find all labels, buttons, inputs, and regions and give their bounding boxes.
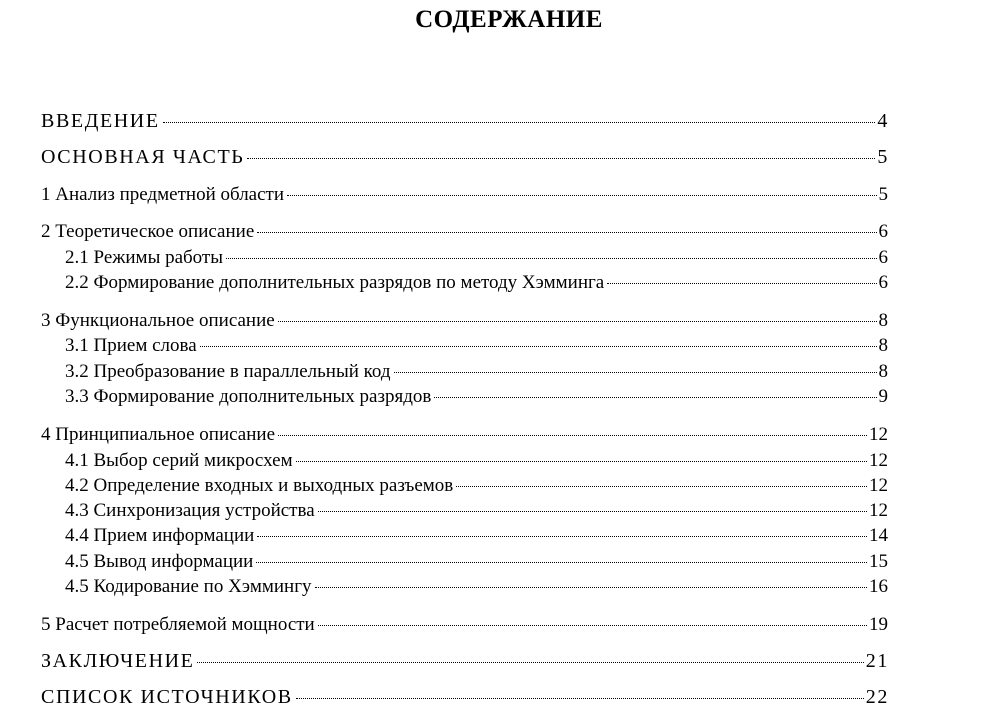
toc-entry-label: 4.5 Вывод информации xyxy=(65,551,254,572)
dot-leader xyxy=(278,321,877,322)
dot-leader xyxy=(394,372,877,373)
toc-entry-label: 4.3 Синхронизация устройства xyxy=(65,500,315,521)
toc-entry-section-4-5-coding[interactable] xyxy=(65,576,888,598)
toc-entry-label: 4 Принципиальное описание xyxy=(41,424,276,445)
toc-entry-introduction[interactable] xyxy=(41,110,889,133)
toc-entry-section-5[interactable] xyxy=(41,614,888,636)
toc-entry-label: 4.1 Выбор серий микросхем xyxy=(65,450,293,471)
toc-entry-section-3-2[interactable] xyxy=(65,361,888,383)
toc-entry-main-part[interactable] xyxy=(41,146,889,169)
toc-entry-section-3[interactable] xyxy=(41,310,888,332)
toc-page-number: 19 xyxy=(869,614,888,635)
toc-page-number: 12 xyxy=(869,450,888,471)
dot-leader xyxy=(256,562,867,563)
toc-page-number: 6 xyxy=(878,221,888,242)
toc-page-number: 12 xyxy=(869,500,888,521)
dot-leader xyxy=(318,511,867,512)
toc-entry-label: ЗАКЛЮЧЕНИЕ xyxy=(41,650,195,672)
toc-page-number: 8 xyxy=(878,361,888,382)
toc-page-number: 12 xyxy=(869,424,888,445)
toc-entry-section-2[interactable] xyxy=(41,221,888,243)
toc-entry-label: 2.1 Режимы работы xyxy=(65,247,224,268)
toc-page-number: 5 xyxy=(878,184,888,205)
toc-entry-section-4-1[interactable] xyxy=(65,450,888,472)
toc-entry-label: 4.4 Прием информации xyxy=(65,525,255,546)
toc-entry-label: ВВЕДЕНИЕ xyxy=(41,110,160,132)
toc-entry-label: 4.5 Кодирование по Хэммингу xyxy=(65,576,312,597)
dot-leader xyxy=(456,486,867,487)
toc-entry-label: 2.2 Формирование дополнительных разрядов по методу Хэмминга xyxy=(65,272,605,293)
toc-entry-section-4-5-output[interactable] xyxy=(65,551,888,573)
dot-leader xyxy=(257,232,876,233)
dot-leader xyxy=(296,698,864,699)
toc-entry-label: 3.2 Преобразование в параллельный код xyxy=(65,361,391,382)
dot-leader xyxy=(197,662,863,663)
dot-leader xyxy=(434,397,876,398)
toc-page-number: 15 xyxy=(869,551,888,572)
dot-leader xyxy=(163,122,876,123)
toc-page-number: 4 xyxy=(877,110,889,132)
toc-entry-label: 5 Расчет потребляемой мощности xyxy=(41,614,315,635)
toc-page-number: 6 xyxy=(878,272,888,293)
toc-entry-references[interactable] xyxy=(41,686,889,709)
dot-leader xyxy=(247,158,875,159)
toc-entry-section-4-2[interactable] xyxy=(65,475,888,497)
toc-entry-section-3-3[interactable] xyxy=(65,386,888,408)
toc-page-number: 21 xyxy=(865,650,889,672)
dot-leader xyxy=(296,461,867,462)
dot-leader xyxy=(287,195,876,196)
toc-entry-label: 3.3 Формирование дополнительных разрядов xyxy=(65,386,432,407)
dot-leader xyxy=(315,587,868,588)
page-title: СОДЕРЖАНИЕ xyxy=(415,6,603,33)
toc-entry-conclusion[interactable] xyxy=(41,650,889,673)
toc-entry-section-2-2[interactable] xyxy=(65,272,888,294)
dot-leader xyxy=(278,435,867,436)
toc-entry-section-4[interactable] xyxy=(41,424,888,446)
toc-page-number: 6 xyxy=(878,247,888,268)
toc-entry-section-1[interactable] xyxy=(41,184,888,206)
toc-entry-section-4-4[interactable] xyxy=(65,525,888,547)
toc-page-number: 16 xyxy=(869,576,888,597)
toc-page-number: 8 xyxy=(878,335,888,356)
toc-page-number: 8 xyxy=(878,310,888,331)
toc-entry-label: 4.2 Определение входных и выходных разъемов xyxy=(65,475,454,496)
toc-entry-label: 3.1 Прием слова xyxy=(65,335,197,356)
toc-page-number: 9 xyxy=(878,386,888,407)
dot-leader xyxy=(200,346,877,347)
toc-entry-section-4-3[interactable] xyxy=(65,500,888,522)
toc-entry-label: 3 Функциональное описание xyxy=(41,310,275,331)
dot-leader xyxy=(226,258,876,259)
toc-page-number: 12 xyxy=(869,475,888,496)
dot-leader xyxy=(318,625,867,626)
toc-page-number: 22 xyxy=(865,686,889,708)
toc-entry-section-2-1[interactable] xyxy=(65,247,888,269)
dot-leader xyxy=(607,283,876,284)
toc-page-number: 5 xyxy=(877,146,889,168)
dot-leader xyxy=(257,536,867,537)
toc-entry-label: 2 Теоретическое описание xyxy=(41,221,255,242)
toc-entry-label: СПИСОК ИСТОЧНИКОВ xyxy=(41,686,293,708)
toc-entry-label: 1 Анализ предметной области xyxy=(41,184,285,205)
toc-entry-label: ОСНОВНАЯ ЧАСТЬ xyxy=(41,146,245,168)
toc-page-number: 14 xyxy=(869,525,888,546)
toc-entry-section-3-1[interactable] xyxy=(65,335,888,357)
